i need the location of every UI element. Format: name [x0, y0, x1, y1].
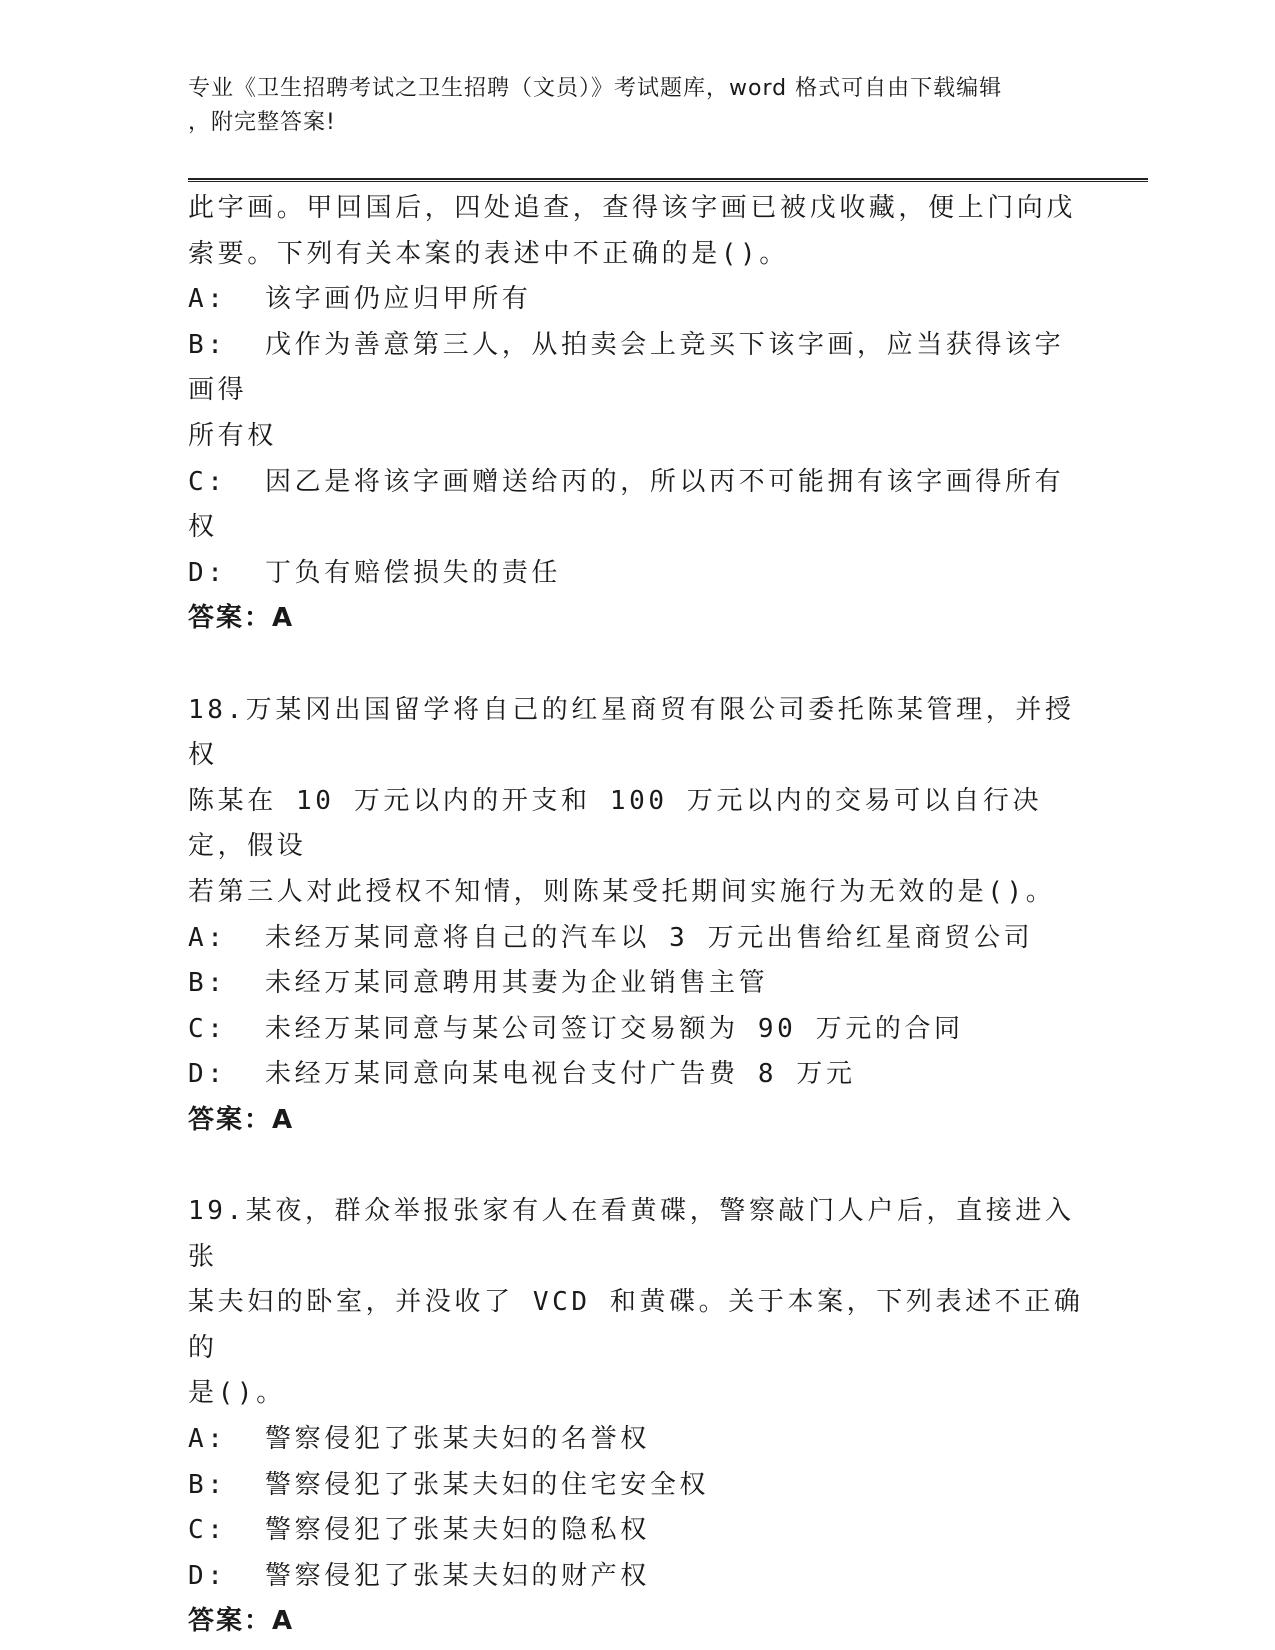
- question-stem-line: 19.某夜，群众举报张家有人在看黄碟，警察敲门人户后，直接进入张: [188, 1196, 1075, 1272]
- question-18: [188, 688, 1088, 1144]
- question-stem-line: 若第三人对此授权不知情，则陈某受托期间实施行为无效的是()。: [188, 876, 1056, 907]
- option-d: D: 警察侵犯了张某夫妇的财产权: [188, 1560, 650, 1591]
- option-a: A: 未经万某同意将自己的汽车以 3 万元出售给红星商贸公司: [188, 922, 1034, 953]
- question-17-continuation: [188, 186, 1088, 642]
- spacer: [188, 1143, 1088, 1189]
- option-c: C: 未经万某同意与某公司签订交易额为 90 万元的合同: [188, 1013, 964, 1044]
- header-line-1: 专业《卫生招聘考试之卫生招聘（文员）》考试题库，word 格式可自由下载编辑: [188, 76, 1003, 101]
- answer-label: 答案：A: [188, 1104, 295, 1135]
- option-b: B: 未经万某同意聘用其妻为企业销售主管: [188, 968, 769, 999]
- answer-label: 答案：A: [188, 1606, 295, 1637]
- option-c: C: 警察侵犯了张某夫妇的隐私权: [188, 1515, 650, 1546]
- spacer: [188, 642, 1088, 688]
- question-stem-line: 某夫妇的卧室，并没收了 VCD 和黄碟。关于本案，下列表述不正确的: [188, 1287, 1084, 1363]
- header-divider: [188, 178, 1148, 182]
- option-d: D: 丁负有赔偿损失的责任: [188, 557, 562, 588]
- option-a: A: 该字画仍应归甲所有: [188, 284, 532, 315]
- header-line-2: ，附完整答案!: [188, 110, 336, 135]
- page-header: [188, 72, 1068, 140]
- option-b-continued: 所有权: [188, 420, 277, 451]
- option-b: B: 戊作为善意第三人，从拍卖会上竞买下该字画，应当获得该字画得: [188, 329, 1065, 406]
- option-d: D: 未经万某同意向某电视台支付广告费 8 万元: [188, 1059, 856, 1090]
- answer-label: 答案：A: [188, 603, 295, 634]
- option-b: B: 警察侵犯了张某夫妇的住宅安全权: [188, 1469, 710, 1500]
- question-content: [188, 186, 1088, 1645]
- option-a: A: 警察侵犯了张某夫妇的名誉权: [188, 1424, 650, 1455]
- question-stem-line: 索要。下列有关本案的表述中不正确的是()。: [188, 238, 789, 269]
- question-stem-line: 陈某在 10 万元以内的开支和 100 万元以内的交易可以自行决定，假设: [188, 785, 1043, 862]
- question-stem-line: 此字画。甲回国后，四处追查，查得该字画已被戊收藏，便上门向戊: [188, 193, 1077, 223]
- question-19: [188, 1189, 1088, 1645]
- question-stem-line: 18.万某冈出国留学将自己的红星商贸有限公司委托陈某管理，并授权: [188, 694, 1075, 771]
- option-c: C: 因乙是将该字画赠送给丙的，所以丙不可能拥有该字画得所有权: [188, 466, 1065, 543]
- question-stem-line: 是()。: [188, 1378, 286, 1409]
